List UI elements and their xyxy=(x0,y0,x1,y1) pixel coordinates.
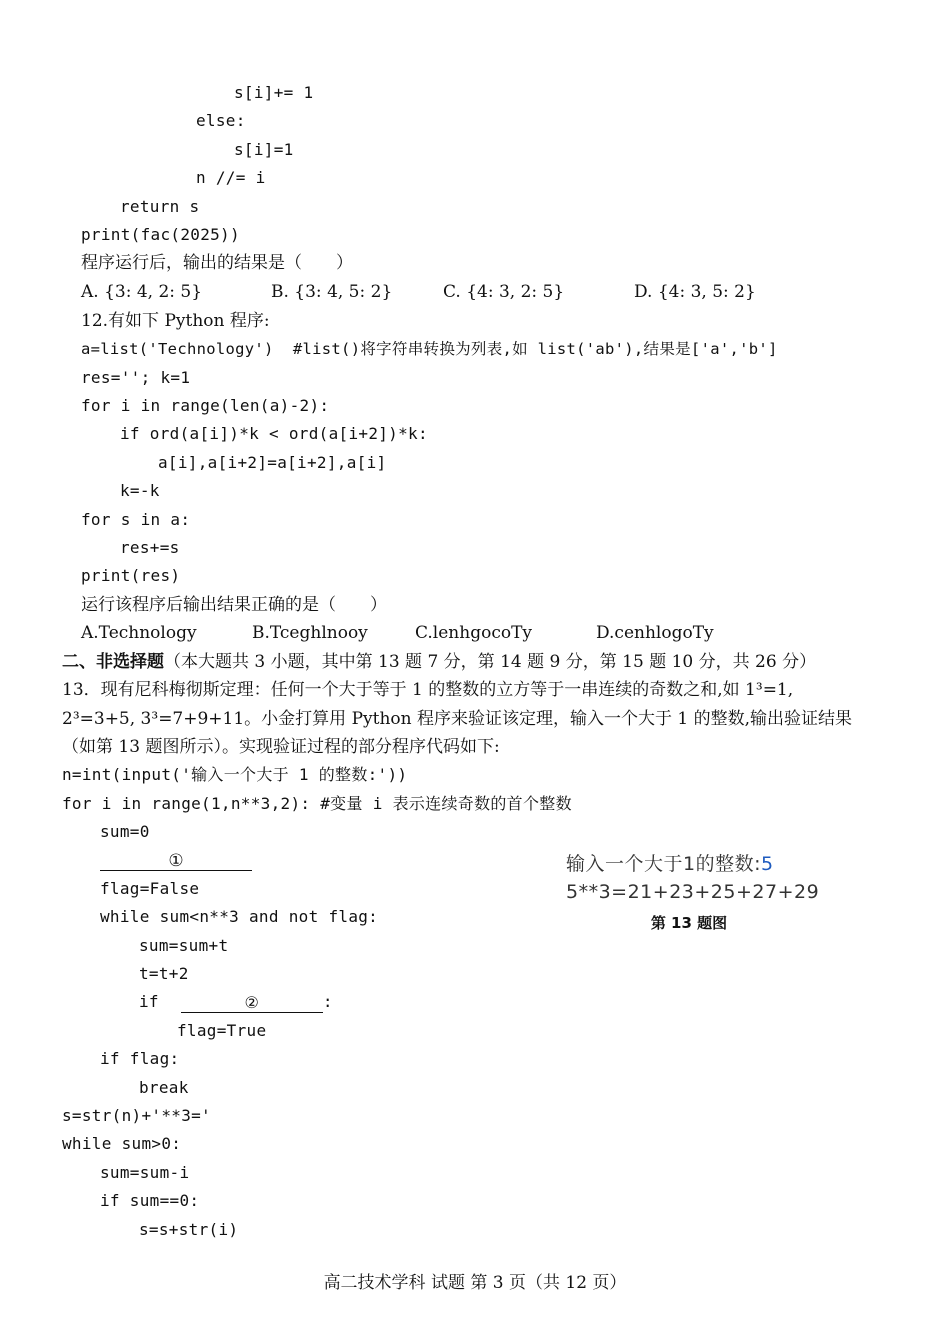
code-line: res+=s xyxy=(120,538,180,557)
code-line: sum=sum+t xyxy=(139,936,229,955)
option-d: D. {4: 3, 5: 2} xyxy=(634,282,756,302)
code-line: res=''; k=1 xyxy=(81,368,191,387)
code-line: for i in range(1,n**3,2): #变量 i 表示连续奇数的首个整数 xyxy=(62,794,572,813)
section-heading xyxy=(62,651,816,673)
figure-caption: 第 13 题图 xyxy=(650,914,728,932)
code-line: else: xyxy=(196,111,246,130)
blank-1 xyxy=(100,849,252,871)
colon: : xyxy=(322,992,333,1011)
section-title: 二、非选择题 xyxy=(62,652,164,672)
code-line: a=list('Technology') #list()将字符串转换为列表,如 list('ab'),结果是['a','b'] xyxy=(81,340,778,358)
question-prompt: 程序运行后，输出的结果是（ ） xyxy=(81,253,353,273)
code-line: sum=sum-i xyxy=(100,1163,190,1182)
figure-input-value: 5 xyxy=(761,853,774,875)
code-line: s=str(n)+'**3=' xyxy=(62,1106,211,1125)
question-intro: （如第 13 题图所示）。实现验证过程的部分程序代码如下: xyxy=(62,737,500,757)
code-line: print(fac(2025)) xyxy=(81,225,240,244)
code-line: flag=False xyxy=(100,879,200,898)
question-intro: 2³=3+5, 3³=7+9+11。小金打算用 Python 程序来验证该定理，输入一个大于 1 的整数,输出验证结果 xyxy=(62,709,853,729)
figure-console-prompt xyxy=(566,850,856,878)
blank-2-marker: ② xyxy=(181,992,323,1013)
option-c: C.lenhgocoTy xyxy=(415,623,533,643)
code-line: while sum<n**3 and not flag: xyxy=(100,907,379,926)
code-line: s[i]=1 xyxy=(234,140,294,159)
code-line: t=t+2 xyxy=(139,964,189,983)
figure-prompt-text: 输入一个大于1的整数: xyxy=(566,853,761,875)
option-a: A. {3: 4, 2: 5} xyxy=(81,282,203,302)
blank-1-marker: ① xyxy=(100,850,252,871)
code-line: s[i]+= 1 xyxy=(234,83,314,102)
option-b: B. {3: 4, 5: 2} xyxy=(271,282,393,302)
option-d: D.cenhlogoTy xyxy=(596,623,714,643)
code-line: flag=True xyxy=(177,1021,267,1040)
q13-figure xyxy=(566,850,856,933)
code-line: break xyxy=(139,1078,189,1097)
code-line: if sum==0: xyxy=(100,1191,200,1210)
option-b: B.Tceghlnooy xyxy=(252,623,368,643)
option-a: A.Technology xyxy=(81,623,197,643)
figure-console-output: 5**3=21+23+25+27+29 xyxy=(566,881,820,903)
code-line: print(res) xyxy=(81,566,181,585)
code-line: n //= i xyxy=(196,168,266,187)
code-line: while sum>0: xyxy=(62,1134,182,1153)
code-line: return s xyxy=(120,197,200,216)
code-line: if flag: xyxy=(100,1049,180,1068)
if-keyword: if xyxy=(139,992,169,1011)
code-line-blank-2 xyxy=(139,991,333,1013)
code-line: k=-k xyxy=(120,481,160,500)
code-line: for i in range(len(a)-2): xyxy=(81,396,330,415)
code-line: sum=0 xyxy=(100,822,150,841)
page-footer: 高二技术学科 试题 第 3 页（共 12 页） xyxy=(323,1273,627,1293)
code-line: if ord(a[i])*k < ord(a[i+2])*k: xyxy=(120,424,428,443)
option-c: C. {4: 3, 2: 5} xyxy=(443,282,565,302)
section-desc: （本大题共 3 小题，其中第 13 题 7 分，第 14 题 9 分，第 15 题 10 分，共 26 分） xyxy=(164,652,817,672)
code-line: a[i],a[i+2]=a[i+2],a[i] xyxy=(158,453,387,472)
question-prompt: 运行该程序后输出结果正确的是（ ） xyxy=(81,595,387,615)
code-line: for s in a: xyxy=(81,510,191,529)
code-line: n=int(input('输入一个大于 1 的整数:')) xyxy=(62,765,408,784)
question-title: 12.有如下 Python 程序: xyxy=(81,311,270,331)
code-line: s=s+str(i) xyxy=(139,1220,239,1239)
question-intro: 13．现有尼科梅彻斯定理：任何一个大于等于 1 的整数的立方等于一串连续的奇数之和,如 1³=1, xyxy=(62,680,794,700)
